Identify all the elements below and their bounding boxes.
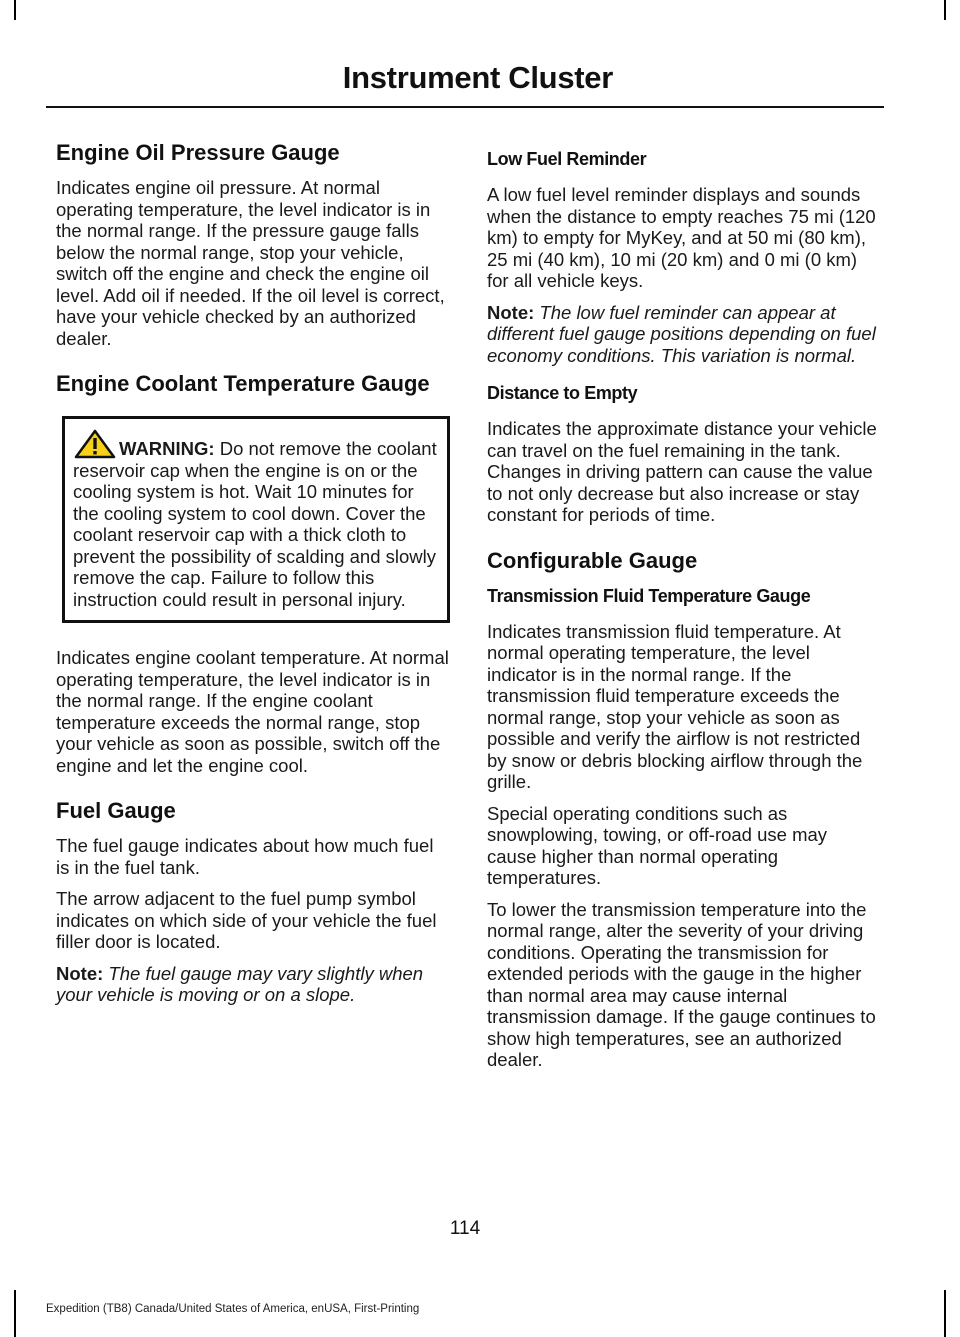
warning-label: WARNING: [119, 438, 215, 459]
crop-mark [14, 0, 16, 20]
left-column [56, 140, 450, 1016]
transmission-fluid-heading: Transmission Fluid Temperature Gauge [487, 585, 811, 606]
low-fuel-heading: Low Fuel Reminder [487, 149, 647, 169]
oil-pressure-heading: Engine Oil Pressure Gauge [56, 140, 340, 165]
configurable-gauge-heading: Configurable Gauge [487, 547, 698, 573]
warning-triangle-icon [73, 429, 117, 459]
document-info: Expedition (TB8) Canada/United States of America, enUSA, First-Printing [46, 1303, 420, 1315]
coolant-heading: Engine Coolant Temperature Gauge [56, 371, 430, 396]
page-title: Instrument Cluster [342, 60, 613, 95]
right-column [487, 140, 881, 1081]
note-text: The fuel gauge may vary slightly when your vehicle is moving or on a slope. [56, 962, 424, 1005]
fuel-gauge-note [56, 963, 450, 1006]
crop-mark [14, 1290, 16, 1337]
transmission-body-1: Indicates transmission fluid temperature. At normal operating temperature, the level indicator is in the normal range. If the transmission fluid temperature exceeds the normal range, stop your vehicle as soon as possible and verify the airflow is not restricted by snow or debris blocking airflow through the grille. [487, 620, 863, 792]
page-number: 114 [449, 1218, 481, 1239]
header-rule [46, 106, 884, 108]
distance-to-empty-heading: Distance to Empty [487, 383, 638, 403]
note-label: Note: [487, 301, 535, 323]
low-fuel-note [487, 302, 881, 367]
note-text: The low fuel reminder can appear at different fuel gauge positions depending on fuel economy conditions. This variation is normal. [487, 301, 876, 366]
fuel-gauge-heading: Fuel Gauge [56, 798, 176, 823]
fuel-gauge-body-1: The fuel gauge indicates about how much fuel is in the fuel tank. [56, 835, 434, 878]
oil-pressure-body: Indicates engine oil pressure. At normal operating temperature, the level indicator is in the normal range. If the pressure gauge falls below the normal range, stop your vehicle, switch off the engine and check the engine oil level. Add oil if needed. If the oil level is correct, have your vehicle checked by an authorized dealer. [56, 177, 445, 349]
note-label: Note: [56, 962, 104, 984]
transmission-body-3: To lower the transmission temperature into the normal range, alter the severity of your driving conditions. Operating the transmission for extended periods with the gauge in the higher than normal area may cause internal transmission damage. If the gauge continues to show high temperatures, see an authorized dealer. [487, 898, 876, 1070]
coolant-body: Indicates engine coolant temperature. At normal operating temperature, the level indicator is in the normal range. If the engine coolant temperature exceeds the normal range, stop your vehicle as soon as possible, switch off the engine and let the engine cool. [56, 647, 449, 776]
warning-text: Do not remove the coolant reservoir cap when the engine is on or the cooling system is hot. Wait 10 minutes for the cooling system to cool down. Cover the coolant reservoir cap with a thick cloth to prevent the possibility of scalding and slowly remove the cap. Failure to follow this instruction could result in personal injury. [73, 438, 437, 610]
low-fuel-body: A low fuel level reminder displays and sounds when the distance to empty reaches 75 mi (120 km) to empty for MyKey, and at 50 mi (80 km), 25 mi (40 km), 10 mi (20 km) and 0 mi (0 km) for all vehicle keys. [487, 184, 876, 291]
fuel-gauge-body-2: The arrow adjacent to the fuel pump symbol indicates on which side of your vehicle the fuel filler door is located. [56, 888, 437, 952]
warning-box [62, 416, 450, 623]
transmission-body-2: Special operating conditions such as snowplowing, towing, or off-road use may cause higher than normal operating temperatures. [487, 802, 828, 888]
crop-mark [944, 1290, 946, 1337]
crop-mark [944, 0, 946, 20]
distance-to-empty-body: Indicates the approximate distance your vehicle can travel on the fuel remaining in the tank. Changes in driving pattern can cause the value to not only decrease but also increase or stay constant for periods of time. [487, 418, 877, 525]
